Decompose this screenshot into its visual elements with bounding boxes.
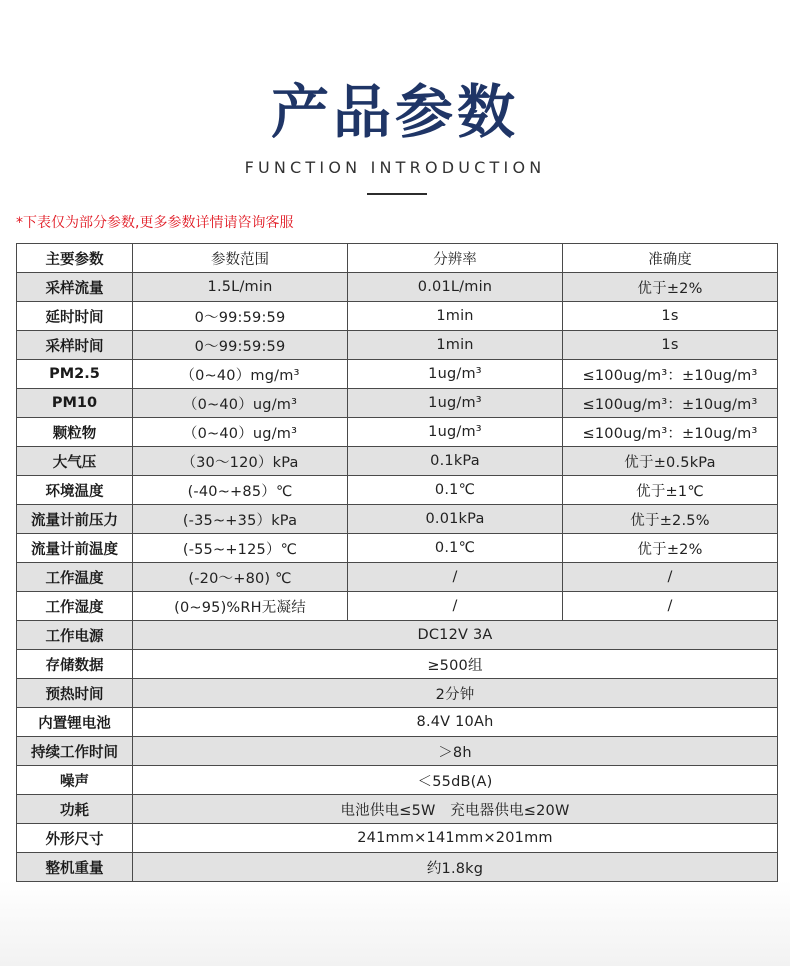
- param-accuracy-cell: ≤100ug/m³：±10ug/m³: [563, 360, 778, 389]
- table-row: [17, 534, 778, 563]
- param-label-cell: 工作温度: [17, 563, 133, 592]
- param-accuracy-cell: 优于±1℃: [563, 476, 778, 505]
- param-value-cell: ≥500组: [133, 650, 778, 679]
- table-row: [17, 708, 778, 737]
- param-accuracy-cell: ≤100ug/m³：±10ug/m³: [563, 389, 778, 418]
- param-resolution-cell: 0.01kPa: [348, 505, 563, 534]
- param-range-cell: （0~40）ug/m³: [133, 389, 348, 418]
- param-range-cell: (0~95)%RH无凝结: [133, 592, 348, 621]
- table-row: [17, 505, 778, 534]
- param-label-cell: PM2.5: [17, 360, 133, 389]
- table-row: [17, 592, 778, 621]
- param-value-cell: 电池供电≤5W 充电器供电≤20W: [133, 795, 778, 824]
- param-label-cell: 流量计前温度: [17, 534, 133, 563]
- spec-table: [16, 243, 778, 882]
- param-accuracy-cell: 优于±2%: [563, 534, 778, 563]
- table-row: [17, 795, 778, 824]
- table-row: [17, 679, 778, 708]
- param-accuracy-cell: 优于±0.5kPa: [563, 447, 778, 476]
- param-label-cell: 颗粒物: [17, 418, 133, 447]
- header-cell-resolution: 分辨率: [348, 244, 563, 273]
- param-resolution-cell: 0.01L/min: [348, 273, 563, 302]
- disclaimer-note: *下表仅为部分参数,更多参数详情请咨询客服: [16, 215, 294, 231]
- param-accuracy-cell: /: [563, 592, 778, 621]
- param-range-cell: （0~40）ug/m³: [133, 418, 348, 447]
- param-label-cell: 采样流量: [17, 273, 133, 302]
- param-resolution-cell: 1ug/m³: [348, 360, 563, 389]
- param-resolution-cell: /: [348, 563, 563, 592]
- table-row: [17, 476, 778, 505]
- param-resolution-cell: 0.1kPa: [348, 447, 563, 476]
- param-label-cell: 功耗: [17, 795, 133, 824]
- param-label-cell: 环境温度: [17, 476, 133, 505]
- table-row: [17, 447, 778, 476]
- page-title: 产品参数: [270, 78, 519, 146]
- param-label-cell: 预热时间: [17, 679, 133, 708]
- param-accuracy-cell: 优于±2%: [563, 273, 778, 302]
- param-range-cell: 0～99:59:59: [133, 331, 348, 360]
- table-row: [17, 331, 778, 360]
- title-divider: [367, 193, 427, 195]
- header-cell-accuracy: 准确度: [563, 244, 778, 273]
- param-accuracy-cell: 1s: [563, 331, 778, 360]
- table-row: [17, 824, 778, 853]
- table-row: [17, 273, 778, 302]
- param-value-cell: 8.4V 10Ah: [133, 708, 778, 737]
- param-resolution-cell: 1ug/m³: [348, 418, 563, 447]
- spec-table-body: [17, 244, 778, 882]
- table-row: [17, 418, 778, 447]
- param-resolution-cell: 1min: [348, 302, 563, 331]
- param-range-cell: 0～99:59:59: [133, 302, 348, 331]
- table-row: [17, 389, 778, 418]
- param-value-cell: 241mm×141mm×201mm: [133, 824, 778, 853]
- table-row: [17, 563, 778, 592]
- param-label-cell: 工作湿度: [17, 592, 133, 621]
- param-label-cell: 噪声: [17, 766, 133, 795]
- param-range-cell: （30～120）kPa: [133, 447, 348, 476]
- param-label-cell: 外形尺寸: [17, 824, 133, 853]
- param-label-cell: 整机重量: [17, 853, 133, 882]
- param-value-cell: 2分钟: [133, 679, 778, 708]
- param-resolution-cell: 1min: [348, 331, 563, 360]
- param-value-cell: ＜55dB(A): [133, 766, 778, 795]
- param-value-cell: ＞8h: [133, 737, 778, 766]
- param-label-cell: 工作电源: [17, 621, 133, 650]
- table-row: [17, 853, 778, 882]
- param-range-cell: (-35~+35）kPa: [133, 505, 348, 534]
- table-row: [17, 621, 778, 650]
- param-label-cell: 大气压: [17, 447, 133, 476]
- param-accuracy-cell: 1s: [563, 302, 778, 331]
- param-resolution-cell: 0.1℃: [348, 534, 563, 563]
- table-row: [17, 766, 778, 795]
- param-label-cell: 存储数据: [17, 650, 133, 679]
- page-subtitle: FUNCTION INTRODUCTION: [244, 158, 546, 177]
- param-resolution-cell: 1ug/m³: [348, 389, 563, 418]
- param-resolution-cell: 0.1℃: [348, 476, 563, 505]
- param-range-cell: (-55~+125）℃: [133, 534, 348, 563]
- param-value-cell: DC12V 3A: [133, 621, 778, 650]
- table-row: [17, 650, 778, 679]
- param-accuracy-cell: /: [563, 563, 778, 592]
- param-label-cell: 采样时间: [17, 331, 133, 360]
- param-resolution-cell: /: [348, 592, 563, 621]
- table-row: [17, 302, 778, 331]
- param-label-cell: PM10: [17, 389, 133, 418]
- table-row: [17, 360, 778, 389]
- param-label-cell: 延时时间: [17, 302, 133, 331]
- param-label-cell: 流量计前压力: [17, 505, 133, 534]
- param-range-cell: (-40~+85）℃: [133, 476, 348, 505]
- param-range-cell: (-20～+80) ℃: [133, 563, 348, 592]
- param-range-cell: （0~40）mg/m³: [133, 360, 348, 389]
- table-header-row: [17, 244, 778, 273]
- param-accuracy-cell: ≤100ug/m³：±10ug/m³: [563, 418, 778, 447]
- param-label-cell: 内置锂电池: [17, 708, 133, 737]
- param-accuracy-cell: 优于±2.5%: [563, 505, 778, 534]
- param-label-cell: 持续工作时间: [17, 737, 133, 766]
- param-value-cell: 约1.8kg: [133, 853, 778, 882]
- param-range-cell: 1.5L/min: [133, 273, 348, 302]
- header-cell-range: 参数范围: [133, 244, 348, 273]
- table-row: [17, 737, 778, 766]
- header-cell-param: 主要参数: [17, 244, 133, 273]
